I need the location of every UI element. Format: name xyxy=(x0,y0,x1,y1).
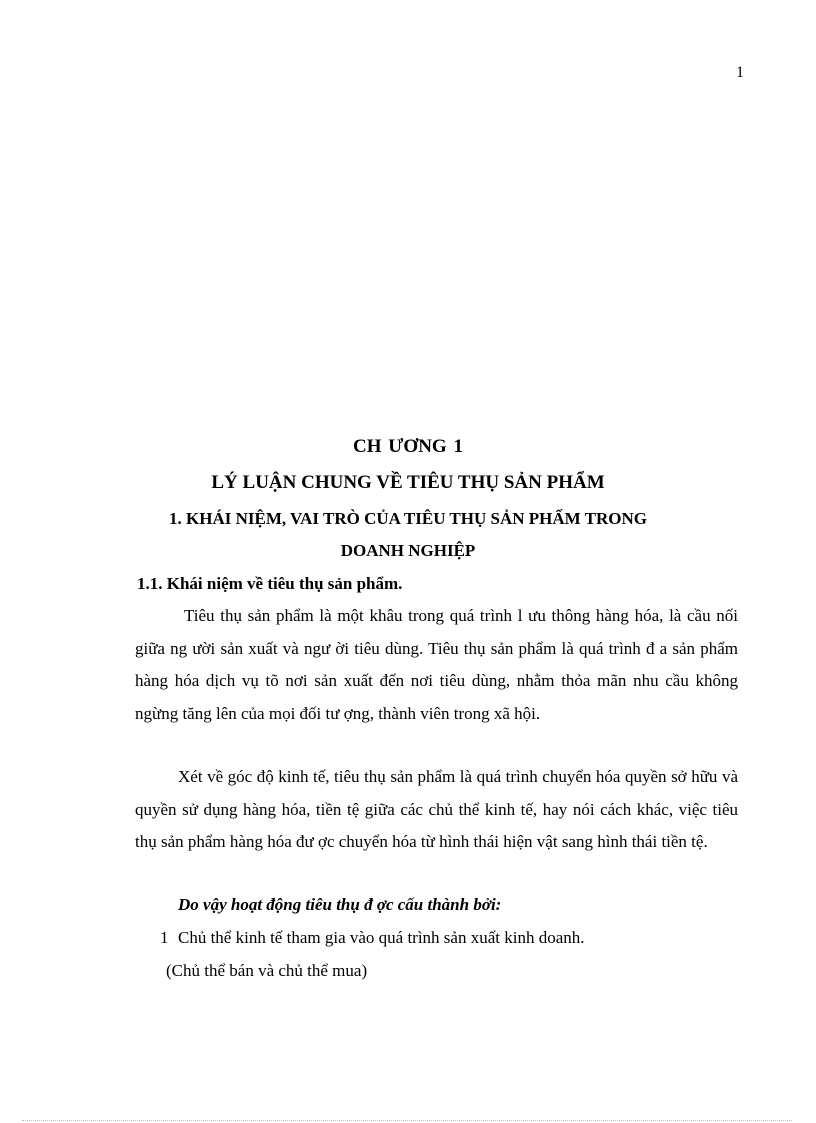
italic-lead-heading: Do vậy hoạt động tiêu thụ đ ợc cấu thành bởi: xyxy=(178,895,502,914)
chapter-title: LÝ LUẬN CHUNG VỀ TIÊU THỤ SẢN PHẨM xyxy=(211,472,605,493)
subsection-heading: 1.1. Khái niệm về tiêu thụ sản phẩm. xyxy=(137,574,403,593)
list-item-number: 1 xyxy=(160,928,169,947)
list-item-note: (Chủ thể bán và chủ thể mua) xyxy=(166,961,368,980)
chapter-label: CH ƯƠNG 1 xyxy=(353,436,463,457)
section-heading-line-2: DOANH NGHIỆP xyxy=(340,541,476,560)
paragraph-definition: Tiêu thụ sản phẩm là một khâu trong quá trình l ưu thông hàng hóa, là cầu nối giữa ng ười sản xuất và ngư ời tiêu dùng. Tiêu thụ sản phẩm là quá trình đ a sản phẩm hàng hóa dịch vụ tõ nơi sản xuất đến nơi tiêu dùng, nhằm thỏa mãn nhu cầu không ngừng tăng lên của mọi đối tư ợng, thành viên trong xã hội. xyxy=(135,606,738,723)
list-item-text: Chủ thể kinh tế tham gia vào quá trình sản xuất kinh doanh. xyxy=(178,928,585,947)
paragraph-economic-view: Xét về góc độ kinh tế, tiêu thụ sản phẩm là quá trình chuyển hóa quyền sở hữu và quyền sử dụng hàng hóa, tiền tệ giữa các chủ thể kinh tế, hay nói cách khác, việc tiêu thụ sản phẩm hàng hóa đư ợc chuyển hóa từ hình thái hiện vật sang hình thái tiền tệ. xyxy=(135,767,738,851)
page-number: 1 xyxy=(736,64,744,81)
page-bottom-rule xyxy=(22,1120,792,1121)
section-heading-line-1: 1. KHÁI NIỆM, VAI TRÒ CỦA TIÊU THỤ SẢN PHẨM TRONG xyxy=(169,509,647,528)
list-item xyxy=(160,928,585,948)
